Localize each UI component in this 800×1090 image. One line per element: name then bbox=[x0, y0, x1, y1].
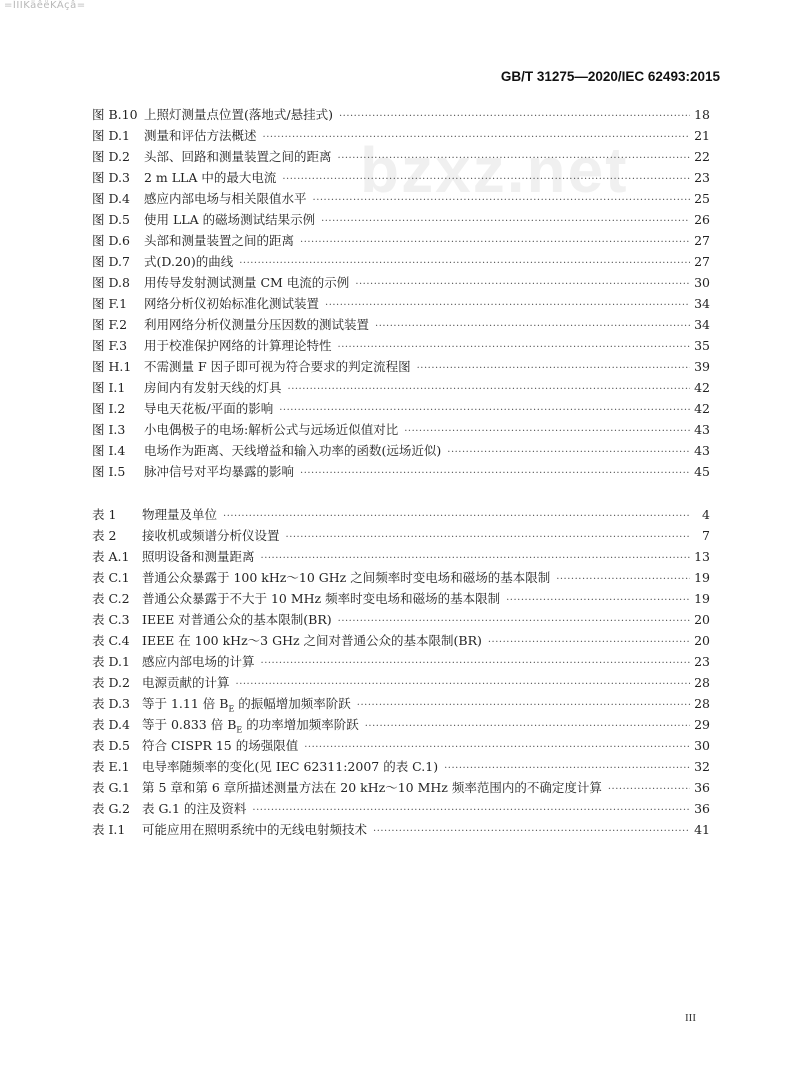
entry-title bbox=[144, 251, 233, 272]
entry-label: 图 F.1 bbox=[92, 296, 128, 311]
entry-title-text: 利用网络分析仪测量分压因数的测试装置 bbox=[144, 317, 370, 332]
entry-label: 图 D.8 bbox=[92, 275, 130, 290]
dot-leader bbox=[304, 737, 690, 758]
table-entry[interactable] bbox=[92, 525, 710, 546]
entry-title-text: 房间内有发射天线的灯具 bbox=[144, 380, 282, 395]
entry-page-number: 39 bbox=[694, 359, 710, 374]
entry-title-text: 用传导发射测试测量 CM 电流的示例 bbox=[144, 275, 350, 290]
entry-title bbox=[144, 377, 282, 398]
entry-page-number: 4 bbox=[702, 507, 710, 522]
entry-title bbox=[144, 419, 398, 440]
entry-title-text: 普通公众暴露于 100 kHz～10 GHz 之间频率时变电场和磁场的基本限制 bbox=[142, 570, 551, 585]
entry-label: 图 H.1 bbox=[92, 359, 132, 374]
entry-title bbox=[142, 735, 298, 756]
figure-entry[interactable] bbox=[92, 251, 710, 272]
entry-title-text: 符合 CISPR 15 的场强限值 bbox=[142, 738, 299, 753]
entry-label: 图 D.3 bbox=[92, 170, 130, 185]
entry-title bbox=[144, 440, 441, 461]
entry-title-text: 物理量及单位 bbox=[142, 507, 218, 522]
entry-label: 图 D.5 bbox=[92, 212, 130, 227]
entry-title bbox=[142, 777, 602, 798]
entry-title bbox=[142, 630, 482, 651]
figure-entry[interactable] bbox=[92, 209, 710, 230]
entry-page-number: 43 bbox=[694, 443, 710, 458]
entry-title-text: 电场作为距离、天线增益和输入功率的函数(远场近似) bbox=[144, 443, 442, 458]
entry-title bbox=[142, 798, 246, 819]
entry-title bbox=[142, 504, 217, 525]
figure-entry[interactable] bbox=[92, 419, 710, 440]
entry-page-number: 28 bbox=[694, 675, 710, 690]
table-entry[interactable] bbox=[92, 714, 710, 735]
entry-title bbox=[142, 609, 332, 630]
entry-page-number: 27 bbox=[694, 233, 710, 248]
entry-title bbox=[144, 356, 411, 377]
entry-page-number: 23 bbox=[694, 654, 710, 669]
entry-title bbox=[144, 209, 315, 230]
entry-label: 表 D.2 bbox=[92, 675, 130, 690]
dot-leader bbox=[338, 611, 690, 632]
entry-label: 图 B.10 bbox=[92, 107, 138, 122]
entry-title-text: 电导率随频率的变化(见 IEC 62311:2007 的表 C.1) bbox=[142, 759, 439, 774]
figure-list bbox=[92, 104, 710, 482]
dot-leader bbox=[282, 169, 690, 190]
entry-page-number: 36 bbox=[694, 801, 710, 816]
entry-label: 图 D.2 bbox=[92, 149, 130, 164]
dot-leader bbox=[373, 821, 690, 842]
figure-entry[interactable] bbox=[92, 440, 710, 461]
entry-title-text: 感应内部电场与相关限值水平 bbox=[144, 191, 307, 206]
dot-leader bbox=[223, 506, 690, 527]
entry-page-number: 27 bbox=[694, 254, 710, 269]
entry-page-number: 35 bbox=[694, 338, 710, 353]
entry-page-number: 25 bbox=[694, 191, 710, 206]
entry-title bbox=[142, 588, 500, 609]
table-entry[interactable] bbox=[92, 546, 710, 567]
entry-title-text: 头部和测量装置之间的距离 bbox=[144, 233, 295, 248]
figure-entry[interactable] bbox=[92, 104, 710, 125]
dot-leader bbox=[447, 442, 690, 463]
dot-leader bbox=[444, 758, 690, 779]
table-entry[interactable] bbox=[92, 798, 710, 819]
entry-page-number: 34 bbox=[694, 317, 710, 332]
entry-title bbox=[144, 125, 257, 146]
figure-entry[interactable] bbox=[92, 146, 710, 167]
entry-title-text: IEEE 对普通公众的基本限制(BR) bbox=[142, 612, 332, 627]
table-entry[interactable] bbox=[92, 819, 710, 840]
entry-label: 表 D.5 bbox=[92, 738, 130, 753]
entry-title bbox=[144, 104, 333, 125]
figure-entry[interactable] bbox=[92, 230, 710, 251]
page-number: III bbox=[685, 1012, 696, 1024]
table-entry[interactable] bbox=[92, 609, 710, 630]
figure-entry[interactable] bbox=[92, 356, 710, 377]
table-entry[interactable] bbox=[92, 672, 710, 693]
entry-label: 表 E.1 bbox=[92, 759, 130, 774]
entry-title-text-after: 的功率增加频率阶跃 bbox=[242, 717, 359, 732]
entry-title bbox=[144, 272, 349, 293]
entry-page-number: 7 bbox=[702, 528, 710, 543]
entry-label: 表 D.1 bbox=[92, 654, 130, 669]
entry-page-number: 36 bbox=[694, 780, 710, 795]
entry-title bbox=[142, 651, 255, 672]
entry-page-number: 18 bbox=[694, 107, 710, 122]
entry-page-number: 26 bbox=[694, 212, 710, 227]
entry-title bbox=[144, 146, 332, 167]
entry-label: 表 I.1 bbox=[92, 822, 126, 837]
dot-leader bbox=[506, 590, 690, 611]
entry-label: 图 D.7 bbox=[92, 254, 130, 269]
dot-leader bbox=[279, 400, 690, 421]
entry-title bbox=[144, 188, 307, 209]
entry-label: 图 F.2 bbox=[92, 317, 128, 332]
entry-page-number: 43 bbox=[694, 422, 710, 437]
dot-leader bbox=[300, 463, 690, 484]
entry-title bbox=[144, 398, 273, 419]
entry-page-number: 41 bbox=[694, 822, 710, 837]
watermark: bzxz.net bbox=[360, 134, 629, 206]
entry-label: 表 C.2 bbox=[92, 591, 130, 606]
entry-title-text: 不需测量 F 因子即可视为符合要求的判定流程图 bbox=[144, 359, 411, 374]
dot-leader bbox=[321, 211, 690, 232]
dot-leader bbox=[488, 632, 690, 653]
entry-title-subscript: E bbox=[228, 704, 235, 714]
entry-title-text: 照明设备和测量距离 bbox=[142, 549, 255, 564]
dot-leader bbox=[608, 779, 690, 800]
entry-title-text: 第 5 章和第 6 章所描述测量方法在 20 kHz～10 MHz 频率范围内的不确定度计算 bbox=[142, 780, 602, 795]
entry-title-text: 电源贡献的计算 bbox=[142, 675, 230, 690]
entry-title-text: 使用 LLA 的磁场测试结果示例 bbox=[144, 212, 316, 227]
dot-leader bbox=[286, 527, 690, 548]
dot-leader bbox=[417, 358, 690, 379]
entry-title-text: 小电偶极子的电场:解析公式与远场近似值对比 bbox=[144, 422, 399, 437]
entry-label: 图 F.3 bbox=[92, 338, 128, 353]
entry-title-text: 等于 0.833 倍 B bbox=[142, 717, 237, 732]
entry-title-text-after: 的振幅增加频率阶跃 bbox=[234, 696, 351, 711]
dot-leader bbox=[288, 379, 690, 400]
entry-title-text: 式(D.20)的曲线 bbox=[144, 254, 234, 269]
entry-title bbox=[142, 756, 438, 777]
table-list bbox=[92, 504, 710, 840]
entry-label: 表 G.2 bbox=[92, 801, 130, 816]
entry-page-number: 42 bbox=[694, 401, 710, 416]
entry-title-text: 上照灯测量点位置(落地式/悬挂式) bbox=[144, 107, 333, 122]
entry-title-text: 表 G.1 的注及资料 bbox=[142, 801, 247, 816]
entry-label: 表 D.3 bbox=[92, 696, 130, 711]
table-entry[interactable] bbox=[92, 693, 710, 714]
dot-leader bbox=[375, 316, 690, 337]
dot-leader bbox=[357, 695, 690, 716]
entry-label: 表 2 bbox=[92, 528, 117, 543]
dot-leader bbox=[404, 421, 690, 442]
entry-page-number: 22 bbox=[694, 149, 710, 164]
entry-page-number: 19 bbox=[694, 570, 710, 585]
table-entry[interactable] bbox=[92, 504, 710, 525]
entry-label: 图 I.1 bbox=[92, 380, 126, 395]
figure-entry[interactable] bbox=[92, 377, 710, 398]
dot-leader bbox=[236, 674, 690, 695]
entry-label: 表 C.3 bbox=[92, 612, 130, 627]
entry-page-number: 34 bbox=[694, 296, 710, 311]
entry-title bbox=[144, 167, 276, 188]
entry-page-number: 32 bbox=[694, 759, 710, 774]
entry-title-text: 网络分析仪初始标准化测试装置 bbox=[144, 296, 320, 311]
entry-label: 表 C.4 bbox=[92, 633, 130, 648]
entry-page-number: 19 bbox=[694, 591, 710, 606]
entry-title bbox=[144, 461, 294, 482]
figure-entry[interactable] bbox=[92, 398, 710, 419]
entry-page-number: 13 bbox=[694, 549, 710, 564]
dot-leader bbox=[556, 569, 690, 590]
entry-title bbox=[142, 546, 255, 567]
entry-label: 表 D.4 bbox=[92, 717, 130, 732]
figure-entry[interactable] bbox=[92, 125, 710, 146]
entry-title-text: 测量和评估方法概述 bbox=[144, 128, 257, 143]
entry-label: 图 I.2 bbox=[92, 401, 126, 416]
dot-leader bbox=[339, 106, 690, 127]
table-entry[interactable] bbox=[92, 567, 710, 588]
figure-entry[interactable] bbox=[92, 188, 710, 209]
entry-label: 图 I.4 bbox=[92, 443, 126, 458]
dot-leader bbox=[355, 274, 690, 295]
dot-leader bbox=[252, 800, 690, 821]
entry-page-number: 30 bbox=[694, 738, 710, 753]
entry-title-text: 2 m LLA 中的最大电流 bbox=[144, 170, 277, 185]
dot-leader bbox=[263, 127, 690, 148]
figure-entry[interactable] bbox=[92, 272, 710, 293]
entry-title bbox=[144, 230, 294, 251]
dot-leader bbox=[313, 190, 690, 211]
entry-title bbox=[142, 672, 230, 693]
entry-page-number: 29 bbox=[694, 717, 710, 732]
entry-title-text: IEEE 在 100 kHz～3 GHz 之间对普通公众的基本限制(BR) bbox=[142, 633, 482, 648]
table-entry[interactable] bbox=[92, 630, 710, 651]
entry-title-text: 头部、回路和测量装置之间的距离 bbox=[144, 149, 332, 164]
entry-title bbox=[142, 567, 550, 588]
figure-entry[interactable] bbox=[92, 293, 710, 314]
entry-page-number: 28 bbox=[694, 696, 710, 711]
dot-leader bbox=[261, 653, 690, 674]
figure-entry[interactable] bbox=[92, 335, 710, 356]
entry-label: 图 D.4 bbox=[92, 191, 130, 206]
standard-number-header: GB/T 31275—2020/IEC 62493:2015 bbox=[500, 69, 720, 84]
table-entry[interactable] bbox=[92, 651, 710, 672]
table-entry[interactable] bbox=[92, 735, 710, 756]
entry-page-number: 21 bbox=[694, 128, 710, 143]
dot-leader bbox=[338, 337, 690, 358]
entry-label: 表 G.1 bbox=[92, 780, 130, 795]
table-entry[interactable] bbox=[92, 756, 710, 777]
figure-entry[interactable] bbox=[92, 314, 710, 335]
entry-title bbox=[142, 819, 367, 840]
entry-label: 图 D.1 bbox=[92, 128, 130, 143]
scan-artifact-text: =ÍÏÏKäêëKÂçâ= bbox=[4, 0, 86, 11]
entry-title-text: 普通公众暴露于不大于 10 MHz 频率时变电场和磁场的基本限制 bbox=[142, 591, 501, 606]
entry-label: 图 D.6 bbox=[92, 233, 130, 248]
entry-title-text: 用于校准保护网络的计算理论特性 bbox=[144, 338, 332, 353]
entry-title bbox=[144, 293, 319, 314]
figure-entry[interactable] bbox=[92, 167, 710, 188]
dot-leader bbox=[365, 716, 690, 737]
dot-leader bbox=[300, 232, 690, 253]
entry-label: 图 I.5 bbox=[92, 464, 126, 479]
dot-leader bbox=[325, 295, 690, 316]
entry-title-text: 感应内部电场的计算 bbox=[142, 654, 255, 669]
entry-title bbox=[144, 314, 369, 335]
entry-label: 表 1 bbox=[92, 507, 117, 522]
dot-leader bbox=[338, 148, 690, 169]
entry-page-number: 30 bbox=[694, 275, 710, 290]
entry-title-text: 脉冲信号对平均暴露的影响 bbox=[144, 464, 295, 479]
dot-leader bbox=[239, 253, 690, 274]
entry-label: 表 C.1 bbox=[92, 570, 130, 585]
table-entry[interactable] bbox=[92, 777, 710, 798]
entry-title-text: 等于 1.11 倍 B bbox=[142, 696, 229, 711]
entry-title-text: 导电天花板/平面的影响 bbox=[144, 401, 274, 416]
entry-page-number: 45 bbox=[694, 464, 710, 479]
entry-page-number: 23 bbox=[694, 170, 710, 185]
entry-page-number: 20 bbox=[694, 633, 710, 648]
entry-title-subscript: E bbox=[236, 725, 243, 735]
entry-label: 图 I.3 bbox=[92, 422, 126, 437]
entry-page-number: 20 bbox=[694, 612, 710, 627]
entry-label: 表 A.1 bbox=[92, 549, 130, 564]
dot-leader bbox=[261, 548, 690, 569]
entry-title-text: 接收机或频谱分析仪设置 bbox=[142, 528, 280, 543]
table-entry[interactable] bbox=[92, 588, 710, 609]
entry-title-text: 可能应用在照明系统中的无线电射频技术 bbox=[142, 822, 368, 837]
entry-page-number: 42 bbox=[694, 380, 710, 395]
entry-title bbox=[142, 525, 280, 546]
figure-entry[interactable] bbox=[92, 461, 710, 482]
entry-title bbox=[144, 335, 332, 356]
